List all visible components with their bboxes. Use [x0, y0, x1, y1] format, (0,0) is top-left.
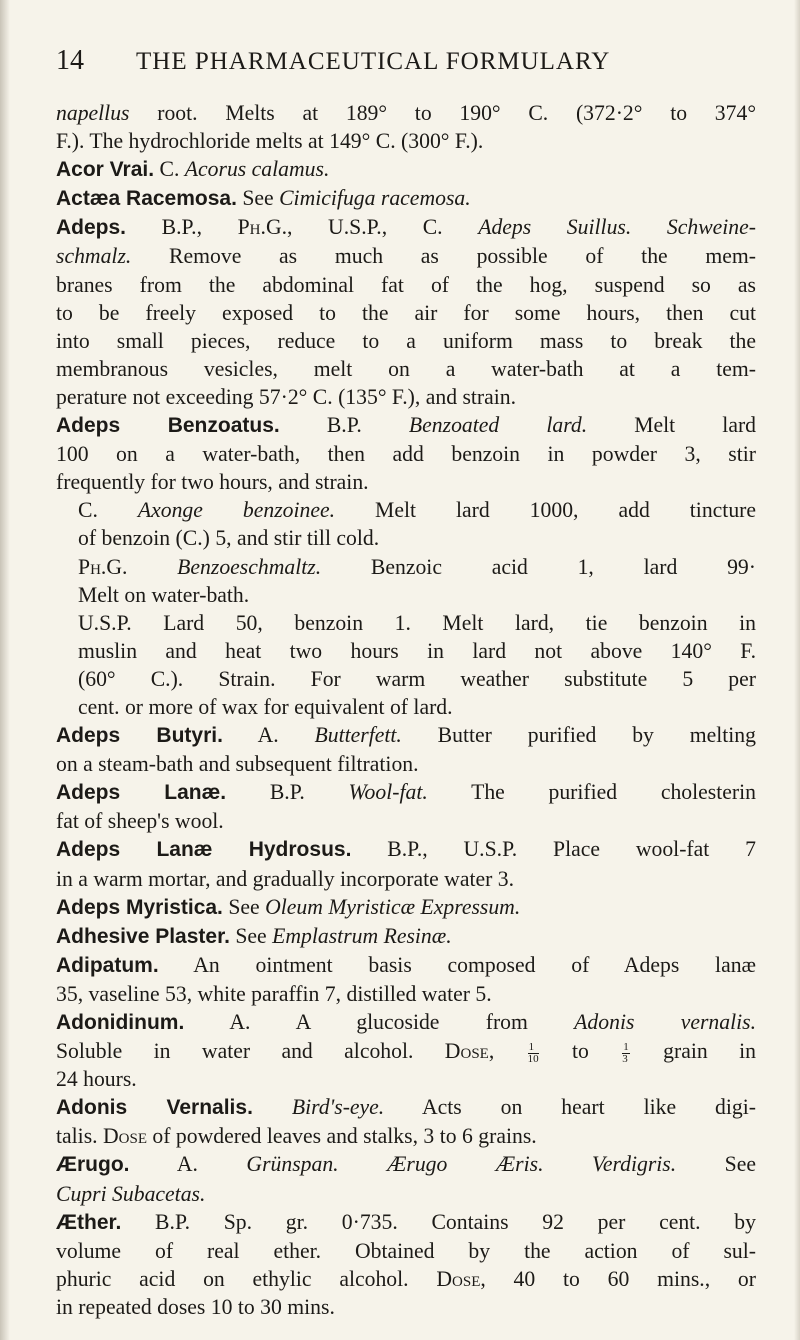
formulary-entry — [56, 721, 756, 778]
entry-line: muslin and heat two hours in lard not above 140° F. — [78, 638, 756, 663]
formulary-entry — [56, 893, 756, 922]
entry-line: Ph.G. Benzoeschmaltz. Benzoic acid 1, lard 99· — [78, 554, 756, 579]
entry-headword: Adipatum. — [56, 953, 159, 977]
formulary-entries — [56, 99, 756, 1321]
entry-line: Adeps Benzoatus. B.P. Benzoated lard. Melt lard — [56, 413, 757, 438]
entry-line: Soluble in water and alcohol. Dose, $\frac{1}{10}$ to $\frac{1}{3}$ grain in — [56, 1039, 757, 1065]
formulary-entry — [56, 778, 756, 835]
entry-headword: Adonidinum. — [56, 1011, 185, 1034]
entry-line: 100 on a water-bath, then add benzoin in powder 3, stir — [56, 442, 756, 467]
entry-line: Æther. B.P. Sp. gr. 0·735. Contains 92 per cent. by — [56, 1209, 756, 1234]
entry-line: frequently for two hours, and strain. — [56, 470, 369, 495]
entry-line: membranous vesicles, melt on a water-bath at a tem- — [56, 356, 756, 381]
entry-line: C. Axonge benzoinee. Melt lard 1000, add tincture — [78, 498, 757, 523]
entry-headword: Adeps. — [56, 216, 127, 240]
formulary-entry — [56, 411, 756, 496]
fraction: $\frac{1}{10}$ — [527, 1040, 539, 1065]
entry-line: fat of sheep's wool. — [56, 809, 224, 834]
entry-line: talis. Dose of powdered leaves and stalks, 3 to 6 grains. — [56, 1124, 537, 1149]
page-edge-shadow — [794, 0, 800, 1340]
entry-headword: Adeps Butyri. — [56, 724, 223, 748]
formulary-entry — [56, 951, 756, 1008]
entry-line: napellus root. Melts at 189° to 190° C. (372·2° to 374° — [56, 101, 756, 125]
formulary-entry — [56, 213, 756, 411]
formulary-entry — [56, 1093, 756, 1150]
entry-line: cent. or more of wax for equivalent of lard. — [78, 694, 453, 719]
entry-headword: Æther. — [56, 1210, 122, 1234]
entry-line: into small pieces, reduce to a uniform mass to break the — [56, 328, 756, 353]
entry-line: of benzoin (C.) 5, and stir till cold. — [78, 526, 380, 551]
entry-line: in repeated doses 10 to 30 mins. — [56, 1294, 335, 1319]
formulary-entry — [56, 1150, 756, 1207]
running-header — [56, 44, 756, 79]
entry-line: schmalz. Remove as much as possible of the mem- — [56, 244, 756, 269]
formulary-entry — [56, 553, 756, 609]
entry-line: to be freely exposed to the air for some hours, then cut — [56, 300, 756, 325]
page-number: 14 — [56, 45, 84, 76]
entry-line: Adeps Lanæ Hydrosus. B.P., U.S.P. Place wool-fat 7 — [56, 837, 756, 862]
entry-line: Adonidinum. A. A glucoside from Adonis vernalis. — [56, 1010, 756, 1034]
formulary-entry — [56, 835, 756, 892]
entry-headword: Adeps Benzoatus. — [56, 414, 280, 438]
entry-line: phuric acid on ethylic alcohol. Dose, 40 to 60 mins., or — [56, 1266, 756, 1291]
entry-line: Adeps. B.P., Ph.G., U.S.P., C. Adeps Suillus. Schweine- — [56, 215, 756, 240]
entry-headword: Adeps Myristica. — [56, 895, 223, 919]
entry-headword: Actæa Racemosa. — [56, 187, 237, 211]
entry-headword: Acor Vrai. — [56, 158, 155, 182]
entry-line: Adeps Lanæ. B.P. Wool-fat. The purified cholesterin — [56, 780, 756, 805]
entry-headword: Adonis Vernalis. — [56, 1096, 253, 1120]
entry-line: Adonis Vernalis. Bird's-eye. Acts on heart like digi- — [56, 1095, 756, 1120]
formulary-entry — [56, 155, 756, 184]
entry-line: (60° C.). Strain. For warm weather substitute 5 per — [78, 666, 756, 691]
entry-line: Adhesive Plaster. See Emplastrum Resinæ. — [56, 923, 452, 948]
fraction: $\frac{1}{3}$ — [622, 1040, 629, 1065]
entry-line: perature not exceeding 57·2° C. (135° F.), and strain. — [56, 384, 517, 409]
entry-headword: Adhesive Plaster. — [56, 924, 230, 948]
formulary-entry — [56, 609, 756, 721]
entry-line: Adeps Butyri. A. Butterfett. Butter purified by melting — [56, 723, 756, 748]
entry-line: Adipatum. An ointment basis composed of Adeps lanæ — [56, 952, 756, 977]
entry-line: on a steam-bath and subsequent filtration. — [56, 752, 419, 777]
page-gutter-shadow — [0, 0, 10, 1340]
running-title: THE PHARMACEUTICAL FORMULARY — [136, 48, 611, 75]
entry-line: 35, vaseline 53, white paraffin 7, distilled water 5. — [56, 981, 492, 1006]
entry-headword: Adeps Lanæ Hydrosus. — [56, 838, 352, 862]
formulary-entry — [56, 1008, 756, 1093]
entry-line: U.S.P. Lard 50, benzoin 1. Melt lard, tie benzoin in — [78, 610, 756, 635]
formulary-entry — [56, 496, 756, 552]
entry-line: F.). The hydrochloride melts at 149° C. (300° F.). — [56, 129, 484, 154]
book-page — [56, 44, 756, 1321]
entry-headword: Adeps Lanæ. — [56, 781, 227, 805]
formulary-entry — [56, 184, 756, 213]
entry-line: volume of real ether. Obtained by the action of sul- — [56, 1238, 756, 1263]
entry-line: branes from the abdominal fat of the hog, suspend so as — [56, 272, 756, 297]
entry-line: Actæa Racemosa. See Cimicifuga racemosa. — [56, 186, 471, 211]
entry-line: in a warm mortar, and gradually incorporate water 3. — [56, 866, 514, 891]
formulary-entry — [56, 922, 756, 951]
entry-line: Adeps Myristica. See Oleum Myristicæ Expressum. — [56, 894, 521, 919]
formulary-entry — [56, 1208, 756, 1321]
entry-line: Melt on water-bath. — [78, 582, 250, 607]
entry-headword: Ærugo. — [56, 1153, 130, 1177]
entry-line: 24 hours. — [56, 1067, 137, 1092]
entry-line: Acor Vrai. C. Acorus calamus. — [56, 157, 330, 182]
entry-line: Cupri Subacetas. — [56, 1181, 206, 1206]
formulary-entry — [56, 99, 756, 155]
entry-line: Ærugo. A. Grünspan. Ærugo Æris. Verdigris. See — [56, 1152, 756, 1177]
